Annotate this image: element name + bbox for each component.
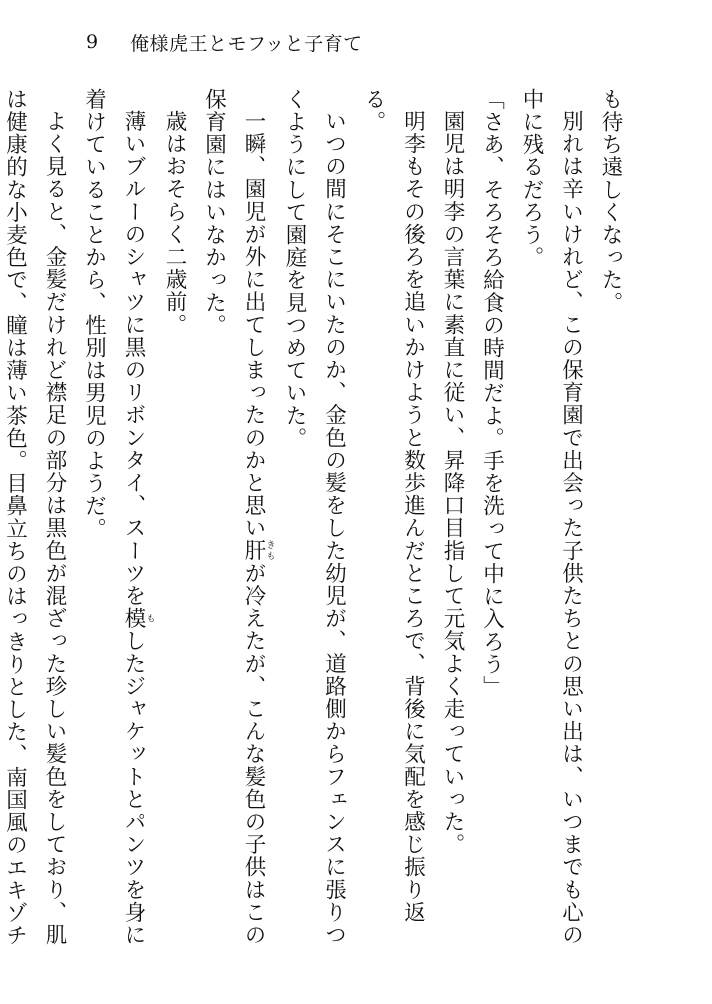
running-title: 俺様虎王とモフッと子育て <box>130 32 363 55</box>
ruby-annotation <box>241 538 275 562</box>
paragraph: 「さあ、そろそろ給食の時間だよ。手を洗って中に入ろう」 <box>479 88 505 699</box>
paragraph: も待ち遠しくなった。 <box>598 88 623 314</box>
ruby-base: 模 <box>121 606 146 630</box>
body-text <box>2 88 630 968</box>
paragraph <box>74 88 155 968</box>
text-segment: が冷えたが、こんな髪色の子供はこの保育園にはいなかった。 <box>201 88 266 946</box>
paragraph: よく見ると、金髪だけれど襟足の部分は黒色が混ざった珍しい髪色をしており、肌は健康的な小麦色で、瞳は薄い茶色。目鼻立ちのはっきりとした、南国風のエキゾチ <box>2 88 67 947</box>
paragraph: 園児は明李の言葉に素直に従い、昇降口目指して元気よく走っていった。 <box>440 109 465 856</box>
ruby-annotation <box>121 606 155 630</box>
text-segment: したジャケットとパンツを身に着けていることから、性別は男児のようだ。 <box>81 88 146 946</box>
text-segment: 一瞬、園児が外に出てしまったのかと思い <box>241 109 266 539</box>
ruby-base: 肝 <box>241 538 266 562</box>
ruby-reading: きも <box>264 538 275 562</box>
paragraph: いつの間にそこにいたのか、金色の髪をした幼児が、道路側からフェンスに張りつくようにして園庭を見つめていた。 <box>282 88 347 946</box>
page-header <box>86 28 363 56</box>
paragraph: 歳はおそらく二歳前。 <box>162 109 187 336</box>
paragraph: 別れは辛いけれど、この保育園で出会った子供たちとの思い出は、いつまでも心の中に残るだろう。 <box>519 88 584 946</box>
paragraph: 明李もその後ろを追いかけようと数歩進んだところで、背後に気配を感じ振り返る。 <box>361 88 426 924</box>
text-segment: 薄いブルーのシャツに黒のリボンタイ、スーツを <box>121 109 146 607</box>
paragraph <box>194 88 275 968</box>
ruby-reading: も <box>144 606 155 630</box>
page-number: 9 <box>86 31 99 53</box>
